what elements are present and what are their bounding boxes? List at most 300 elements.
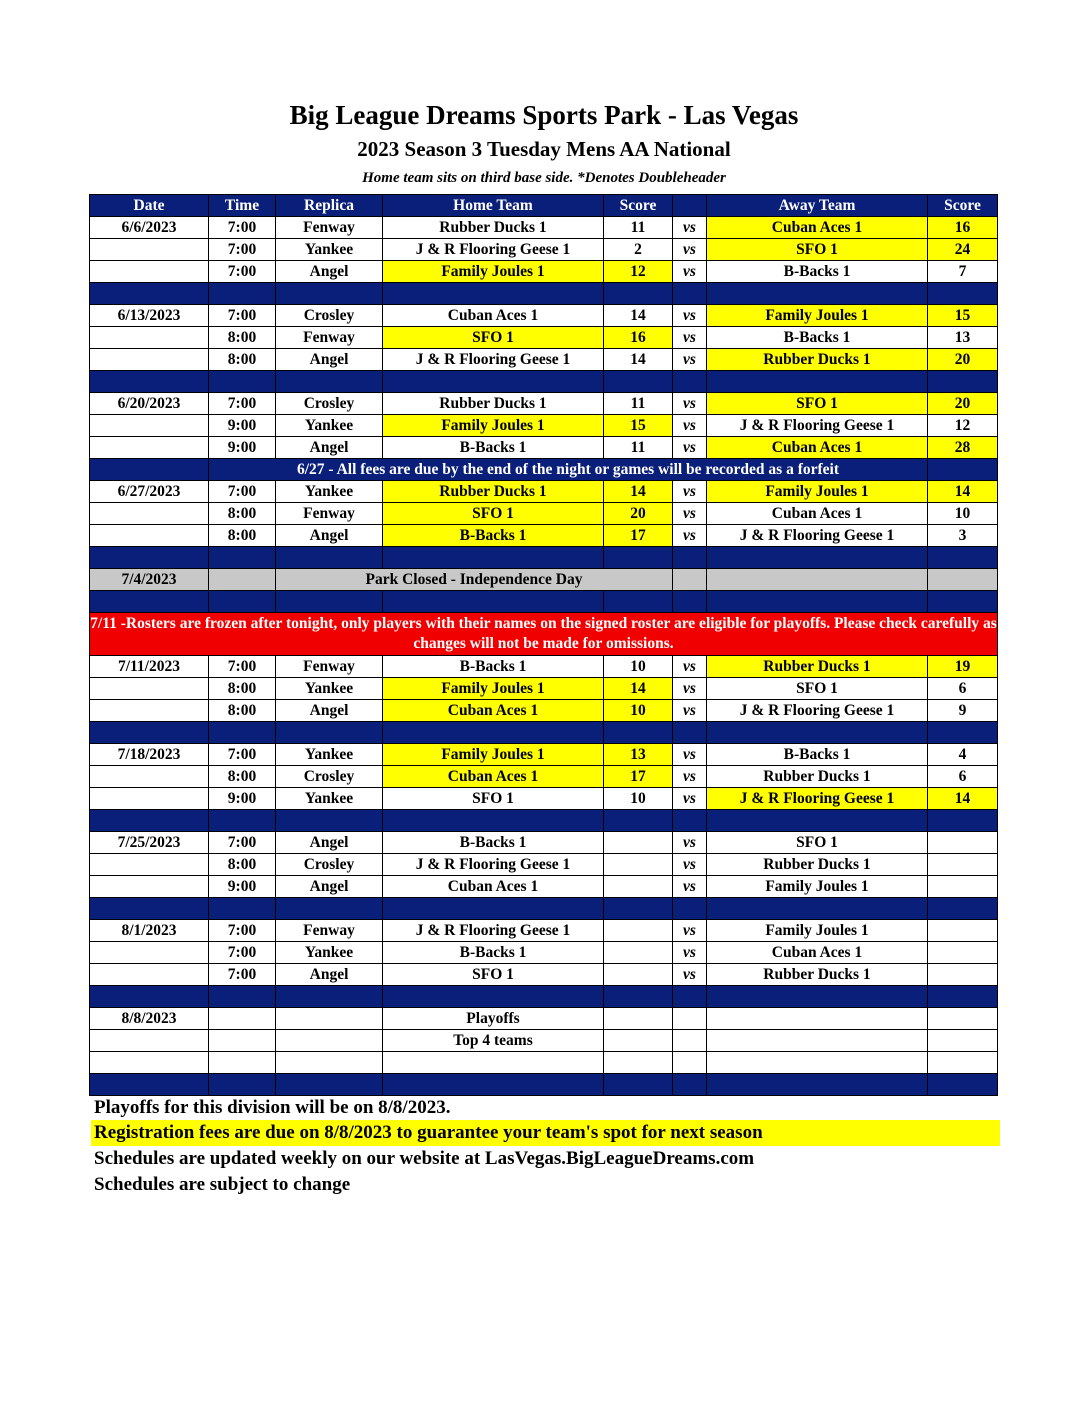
row-date: [90, 503, 209, 525]
row-home-score: [604, 920, 673, 942]
separator-cell: [604, 722, 673, 744]
row-away-score: [928, 964, 998, 986]
blank-cell: [209, 569, 276, 591]
separator-cell: [604, 591, 673, 613]
row-vs: vs: [673, 349, 707, 371]
row-vs: vs: [673, 876, 707, 898]
row-date: [90, 700, 209, 722]
game-row: [90, 964, 998, 986]
row-field: Crosley: [276, 393, 383, 415]
separator-cell: [604, 810, 673, 832]
row-away-team: B-Backs 1: [707, 327, 928, 349]
separator-cell: [383, 810, 604, 832]
separator-cell: [673, 898, 707, 920]
row-away-score: 6: [928, 766, 998, 788]
row-home-score: 11: [604, 217, 673, 239]
row-date: [90, 415, 209, 437]
separator-cell: [673, 810, 707, 832]
separator-cell: [383, 986, 604, 1008]
row-home-team: B-Backs 1: [383, 525, 604, 547]
row-vs: vs: [673, 415, 707, 437]
separator-cell: [673, 986, 707, 1008]
col-time: Time: [209, 195, 276, 217]
separator-cell: [383, 371, 604, 393]
row-home-score: 10: [604, 788, 673, 810]
row-vs: vs: [673, 481, 707, 503]
col-date: Date: [90, 195, 209, 217]
row-away-score: 9: [928, 700, 998, 722]
separator-cell: [928, 898, 998, 920]
row-away-score: 14: [928, 788, 998, 810]
separator-cell: [673, 1074, 707, 1096]
row-vs: vs: [673, 261, 707, 283]
row-date: 6/6/2023: [90, 217, 209, 239]
separator-cell: [707, 986, 928, 1008]
separator-cell: [928, 591, 998, 613]
row-vs: vs: [673, 525, 707, 547]
row-field: Fenway: [276, 503, 383, 525]
separator-cell: [707, 898, 928, 920]
col-replica: Replica: [276, 195, 383, 217]
separator-cell: [383, 722, 604, 744]
row-away-score: 6: [928, 678, 998, 700]
row-away-team: Family Joules 1: [707, 305, 928, 327]
row-away-team: Cuban Aces 1: [707, 217, 928, 239]
fees-notice-text: 6/27 - All fees are due by the end of the night or games will be recorded as a forfeit: [209, 459, 928, 481]
row-away-team: Family Joules 1: [707, 876, 928, 898]
row-away-team: B-Backs 1: [707, 261, 928, 283]
row-away-score: 4: [928, 744, 998, 766]
row-vs: vs: [673, 788, 707, 810]
row-home-team: Cuban Aces 1: [383, 876, 604, 898]
separator-cell: [673, 591, 707, 613]
row-vs: vs: [673, 656, 707, 678]
page-title: Big League Dreams Sports Park - Las Vegas: [289, 100, 799, 130]
row-away-team: Rubber Ducks 1: [707, 854, 928, 876]
row-date: [90, 788, 209, 810]
row-field: Angel: [276, 349, 383, 371]
blank-cell: [673, 569, 707, 591]
separator-cell: [276, 283, 383, 305]
separator-cell: [673, 547, 707, 569]
col-away-score: Score: [928, 195, 998, 217]
row-field: Fenway: [276, 217, 383, 239]
row-home-score: 15: [604, 415, 673, 437]
row-away-score: 19: [928, 656, 998, 678]
page-subtitle: 2023 Season 3 Tuesday Mens AA National: [357, 137, 731, 161]
row-date: [90, 854, 209, 876]
row-time: 7:00: [209, 305, 276, 327]
row-field: [276, 1052, 383, 1074]
game-row: [90, 327, 998, 349]
row-date: [90, 1052, 209, 1074]
row-time: 7:00: [209, 261, 276, 283]
separator-cell: [90, 283, 209, 305]
separator-cell: [707, 591, 928, 613]
schedule-body: [90, 217, 998, 1096]
separator-cell: [209, 898, 276, 920]
row-away-team: Cuban Aces 1: [707, 942, 928, 964]
separator-cell: [707, 283, 928, 305]
row-away-team: SFO 1: [707, 393, 928, 415]
separator-cell: [928, 986, 998, 1008]
row-time: 7:00: [209, 481, 276, 503]
row-time: 9:00: [209, 788, 276, 810]
separator-cell: [383, 1074, 604, 1096]
game-row: [90, 525, 998, 547]
row-time: 7:00: [209, 942, 276, 964]
row-time: 7:00: [209, 239, 276, 261]
game-row: [90, 766, 998, 788]
row-home-team: Rubber Ducks 1: [383, 393, 604, 415]
row-date: 8/8/2023: [90, 1008, 209, 1030]
row-home-team: Family Joules 1: [383, 261, 604, 283]
row-home-team: B-Backs 1: [383, 832, 604, 854]
row-home-score: 2: [604, 239, 673, 261]
row-home-team: Top 4 teams: [383, 1030, 604, 1052]
row-date: [90, 437, 209, 459]
row-vs: vs: [673, 744, 707, 766]
row-home-score: [604, 942, 673, 964]
row-vs: vs: [673, 700, 707, 722]
game-row: [90, 832, 998, 854]
row-time: 8:00: [209, 525, 276, 547]
row-field: Yankee: [276, 744, 383, 766]
separator-row: [90, 371, 998, 393]
row-time: 9:00: [209, 437, 276, 459]
row-field: Crosley: [276, 854, 383, 876]
col-home-team: Home Team: [383, 195, 604, 217]
game-row: [90, 1030, 998, 1052]
separator-cell: [928, 810, 998, 832]
row-home-score: 10: [604, 700, 673, 722]
game-row: [90, 876, 998, 898]
row-away-team: [707, 1008, 928, 1030]
separator-cell: [707, 371, 928, 393]
row-vs: [673, 1052, 707, 1074]
row-vs: vs: [673, 832, 707, 854]
row-away-team: J & R Flooring Geese 1: [707, 788, 928, 810]
row-home-score: 17: [604, 525, 673, 547]
row-home-team: SFO 1: [383, 788, 604, 810]
col-vs: [673, 195, 707, 217]
row-vs: vs: [673, 766, 707, 788]
row-home-score: 14: [604, 678, 673, 700]
game-row: [90, 437, 998, 459]
separator-cell: [707, 722, 928, 744]
row-field: Angel: [276, 261, 383, 283]
separator-row: [90, 722, 998, 744]
separator-cell: [209, 722, 276, 744]
row-date: 7/25/2023: [90, 832, 209, 854]
row-vs: vs: [673, 437, 707, 459]
separator-cell: [604, 371, 673, 393]
game-row: [90, 678, 998, 700]
game-row: [90, 349, 998, 371]
row-field: Crosley: [276, 305, 383, 327]
separator-cell: [276, 371, 383, 393]
separator-cell: [90, 986, 209, 1008]
row-home-team: [383, 1052, 604, 1074]
row-vs: vs: [673, 678, 707, 700]
row-vs: vs: [673, 393, 707, 415]
row-home-score: [604, 1008, 673, 1030]
row-vs: [673, 1008, 707, 1030]
row-date: 7/11/2023: [90, 656, 209, 678]
row-field: Yankee: [276, 678, 383, 700]
row-home-team: SFO 1: [383, 327, 604, 349]
roster-freeze-notice-row: [90, 613, 998, 656]
separator-cell: [604, 1074, 673, 1096]
row-away-score: 20: [928, 349, 998, 371]
game-row: [90, 656, 998, 678]
separator-cell: [276, 722, 383, 744]
row-home-team: Family Joules 1: [383, 744, 604, 766]
separator-cell: [383, 547, 604, 569]
row-home-score: [604, 854, 673, 876]
row-field: [276, 1030, 383, 1052]
row-home-score: 17: [604, 766, 673, 788]
separator-cell: [209, 283, 276, 305]
row-home-team: Rubber Ducks 1: [383, 481, 604, 503]
row-vs: vs: [673, 854, 707, 876]
game-row: [90, 854, 998, 876]
separator-cell: [90, 722, 209, 744]
row-time: 9:00: [209, 415, 276, 437]
row-home-score: 14: [604, 481, 673, 503]
row-home-score: [604, 832, 673, 854]
row-away-score: 3: [928, 525, 998, 547]
row-time: [209, 1008, 276, 1030]
row-field: Yankee: [276, 788, 383, 810]
separator-cell: [383, 898, 604, 920]
park-closed-row: [90, 569, 998, 591]
game-row: [90, 1008, 998, 1030]
row-field: Yankee: [276, 239, 383, 261]
row-field: Angel: [276, 964, 383, 986]
row-date: 6/13/2023: [90, 305, 209, 327]
separator-cell: [90, 591, 209, 613]
game-row: [90, 744, 998, 766]
separator-cell: [209, 547, 276, 569]
row-home-score: 11: [604, 393, 673, 415]
separator-cell: [90, 547, 209, 569]
separator-cell: [90, 1074, 209, 1096]
row-field: Angel: [276, 832, 383, 854]
separator-cell: [928, 283, 998, 305]
row-home-team: Playoffs: [383, 1008, 604, 1030]
separator-row: [90, 986, 998, 1008]
separator-row: [90, 810, 998, 832]
row-time: [209, 1052, 276, 1074]
row-home-team: Family Joules 1: [383, 678, 604, 700]
row-away-score: [928, 876, 998, 898]
separator-cell: [90, 371, 209, 393]
row-vs: vs: [673, 305, 707, 327]
game-row: [90, 305, 998, 327]
row-date: 8/1/2023: [90, 920, 209, 942]
game-row: [90, 261, 998, 283]
row-date: [90, 1030, 209, 1052]
row-home-team: J & R Flooring Geese 1: [383, 349, 604, 371]
row-away-team: Family Joules 1: [707, 481, 928, 503]
row-time: 9:00: [209, 876, 276, 898]
game-row: [90, 239, 998, 261]
row-home-score: 11: [604, 437, 673, 459]
row-away-score: [928, 832, 998, 854]
row-home-team: Cuban Aces 1: [383, 305, 604, 327]
row-home-team: B-Backs 1: [383, 656, 604, 678]
schedule-table: [89, 194, 998, 1096]
row-home-team: SFO 1: [383, 503, 604, 525]
separator-row: [90, 547, 998, 569]
separator-cell: [90, 810, 209, 832]
separator-cell: [276, 591, 383, 613]
row-away-score: [928, 1008, 998, 1030]
row-field: Yankee: [276, 481, 383, 503]
row-home-team: J & R Flooring Geese 1: [383, 239, 604, 261]
row-home-score: 12: [604, 261, 673, 283]
footer-registration: Registration fees are due on 8/8/2023 to guarantee your team's spot for next season: [91, 1120, 1000, 1146]
separator-cell: [707, 810, 928, 832]
footer-subject-to-change: Schedules are subject to change: [94, 1174, 351, 1195]
row-away-score: [928, 854, 998, 876]
row-field: Fenway: [276, 920, 383, 942]
col-home-score: Score: [604, 195, 673, 217]
row-field: Fenway: [276, 327, 383, 349]
row-away-team: Cuban Aces 1: [707, 503, 928, 525]
row-away-team: Rubber Ducks 1: [707, 349, 928, 371]
row-vs: vs: [673, 217, 707, 239]
separator-cell: [707, 547, 928, 569]
row-date: [90, 261, 209, 283]
row-time: 8:00: [209, 700, 276, 722]
row-away-score: 16: [928, 217, 998, 239]
row-home-team: B-Backs 1: [383, 942, 604, 964]
row-away-team: [707, 1052, 928, 1074]
separator-cell: [928, 722, 998, 744]
separator-cell: [209, 1074, 276, 1096]
row-time: 8:00: [209, 349, 276, 371]
row-home-team: Cuban Aces 1: [383, 700, 604, 722]
game-row: [90, 700, 998, 722]
row-away-score: 13: [928, 327, 998, 349]
row-date: 6/27/2023: [90, 481, 209, 503]
row-field: Fenway: [276, 656, 383, 678]
row-home-team: Rubber Ducks 1: [383, 217, 604, 239]
separator-cell: [90, 898, 209, 920]
game-row: [90, 1052, 998, 1074]
row-home-score: [604, 876, 673, 898]
row-field: Crosley: [276, 766, 383, 788]
row-away-team: Cuban Aces 1: [707, 437, 928, 459]
game-row: [90, 788, 998, 810]
separator-cell: [209, 986, 276, 1008]
row-home-score: 14: [604, 349, 673, 371]
row-time: 8:00: [209, 678, 276, 700]
separator-cell: [604, 898, 673, 920]
separator-cell: [928, 547, 998, 569]
separator-row: [90, 283, 998, 305]
row-home-team: SFO 1: [383, 964, 604, 986]
notice-blank: [90, 459, 209, 481]
row-time: 7:00: [209, 964, 276, 986]
row-field: Angel: [276, 876, 383, 898]
row-field: [276, 1008, 383, 1030]
separator-cell: [928, 1074, 998, 1096]
separator-cell: [604, 283, 673, 305]
row-time: 7:00: [209, 920, 276, 942]
row-time: 7:00: [209, 393, 276, 415]
home-team-note: Home team sits on third base side. *Denotes Doubleheader: [362, 170, 726, 186]
separator-cell: [707, 1074, 928, 1096]
separator-cell: [673, 283, 707, 305]
separator-cell: [209, 810, 276, 832]
row-home-score: 10: [604, 656, 673, 678]
row-field: Angel: [276, 700, 383, 722]
row-away-score: [928, 942, 998, 964]
footer-website: Schedules are updated weekly on our website at LasVegas.BigLeagueDreams.com: [94, 1148, 755, 1169]
row-date: 6/20/2023: [90, 393, 209, 415]
separator-cell: [673, 722, 707, 744]
row-field: Yankee: [276, 415, 383, 437]
separator-cell: [276, 986, 383, 1008]
row-away-score: [928, 1052, 998, 1074]
separator-cell: [604, 986, 673, 1008]
row-away-team: SFO 1: [707, 832, 928, 854]
row-vs: vs: [673, 503, 707, 525]
game-row: [90, 481, 998, 503]
row-away-score: 24: [928, 239, 998, 261]
row-time: 7:00: [209, 744, 276, 766]
separator-cell: [276, 547, 383, 569]
row-vs: vs: [673, 327, 707, 349]
row-date: [90, 942, 209, 964]
row-home-team: Family Joules 1: [383, 415, 604, 437]
game-row: [90, 942, 998, 964]
row-time: 7:00: [209, 656, 276, 678]
row-away-team: J & R Flooring Geese 1: [707, 700, 928, 722]
row-home-score: 14: [604, 305, 673, 327]
row-vs: vs: [673, 239, 707, 261]
separator-row: [90, 898, 998, 920]
row-away-score: 12: [928, 415, 998, 437]
separator-row: [90, 1074, 998, 1096]
row-away-score: 10: [928, 503, 998, 525]
row-home-team: J & R Flooring Geese 1: [383, 854, 604, 876]
game-row: [90, 393, 998, 415]
row-away-score: 14: [928, 481, 998, 503]
separator-cell: [209, 591, 276, 613]
game-row: [90, 217, 998, 239]
separator-cell: [276, 1074, 383, 1096]
row-away-team: Rubber Ducks 1: [707, 964, 928, 986]
row-away-score: 28: [928, 437, 998, 459]
row-home-score: [604, 964, 673, 986]
row-time: 8:00: [209, 766, 276, 788]
row-away-team: Rubber Ducks 1: [707, 656, 928, 678]
row-date: [90, 876, 209, 898]
row-home-team: J & R Flooring Geese 1: [383, 920, 604, 942]
row-field: Yankee: [276, 942, 383, 964]
row-away-team: [707, 1030, 928, 1052]
row-date: [90, 327, 209, 349]
separator-cell: [276, 810, 383, 832]
row-home-team: Cuban Aces 1: [383, 766, 604, 788]
row-date: [90, 766, 209, 788]
separator-cell: [209, 371, 276, 393]
row-home-score: 13: [604, 744, 673, 766]
